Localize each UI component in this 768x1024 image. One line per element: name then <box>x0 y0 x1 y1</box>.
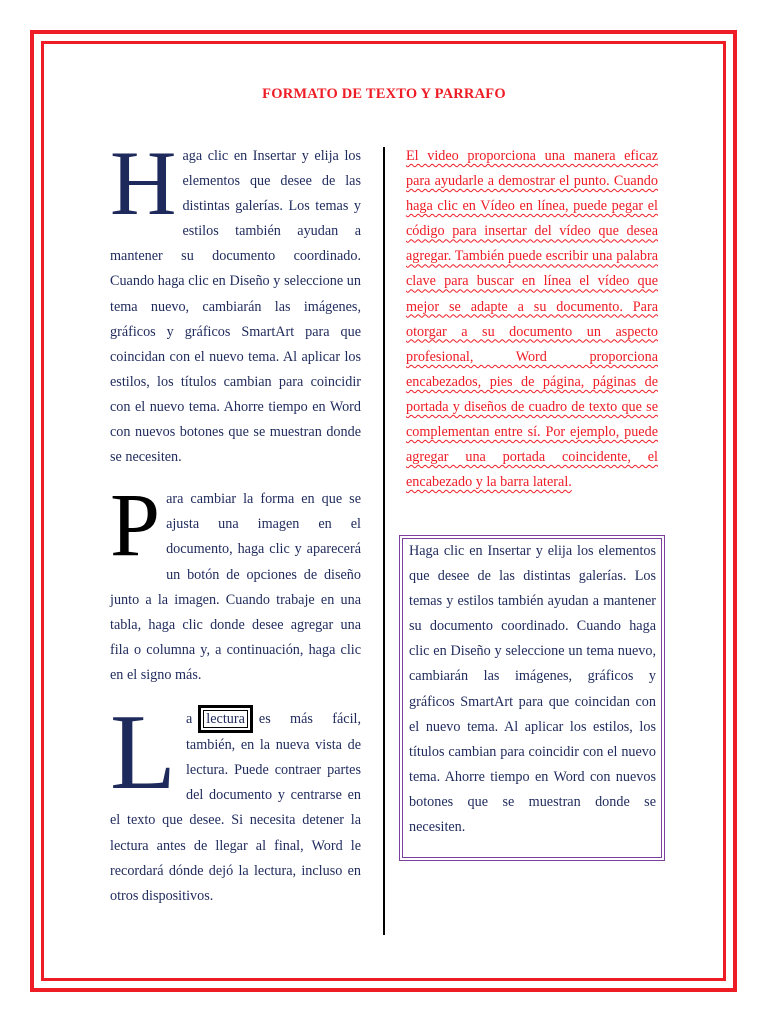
paragraph-2-text: ara cambiar la forma en que se ajusta una imagen en el documento, haga clic y aparecerá un botón de opciones de diseño junto a la imagen. Cuando trabaje en una tabla, haga clic donde desee agregar una fila o columna y, a continuación, haga clic en el signo más. <box>110 491 361 683</box>
red-paragraph: El video proporciona una manera eficaz para ayudarle a demostrar el punto. Cuando haga clic en Vídeo en línea, puede pegar el código para insertar del vídeo que desea agregar. También puede escribir una palabra clave para buscar en línea el vídeo que mejor se adapte a su documento. Para otorgar a su documento un aspecto profesional, Word proporciona encabezados, pies de página, páginas de portada y diseños de cuadro de texto que se complementan entre sí. Por ejemplo, puede agregar una portada coincidente, el encabezado y la barra lateral. <box>406 148 658 491</box>
text-box-content: Haga clic en Insertar y elija los elementos que desee de las distintas galerías. Los temas y estilos también ayudan a mantener su documento coordinado. Cuando haga clic en Diseño y seleccione un tema nuevo, cambiarán las imágenes, gráficos y gráficos SmartArt para que coincidan con el nuevo tema. Al aplicar los estilos, los títulos cambian para coincidir con el nuevo tema. Ahorre tiempo en Word con nuevos botones que se muestran donde se necesiten. <box>402 538 662 858</box>
left-column <box>110 132 361 909</box>
paragraph-3-lead: a <box>185 710 193 727</box>
paragraph-3 <box>110 692 361 909</box>
boxed-word: lectura <box>203 710 248 728</box>
paragraph-3-text: es más fácil, también, en la nueva vista de lectura. Puede contraer partes del documento y centrarse en el texto que desee. Si necesita detener la lectura antes de llegar al final, Word le recordará dónde dejó la lectura, incluso en otros dispositivos. <box>110 710 361 904</box>
dropcap-l: L <box>110 692 176 812</box>
paragraph-2 <box>110 476 361 688</box>
boxed-word-frame <box>198 705 253 733</box>
paragraph-1-text: aga clic en Insertar y elija los elementos que desee de las distintas galerías. Los temas y estilos también ayudan a mantener su documento coordinado. Cuando haga clic en Diseño y seleccione un tema nuevo, cambiarán las imágenes, gráficos y gráficos SmartArt para que coincidan con el nuevo tema. Al aplicar los estilos, los títulos cambian para coincidir con el nuevo tema. Ahorre tiempo en Word con nuevos botones que se muestran donde se necesiten. <box>110 148 361 466</box>
text-box <box>399 535 665 861</box>
dropcap-h: H <box>110 132 177 234</box>
column-divider <box>383 147 385 935</box>
document-title: FORMATO DE TEXTO Y PARRAFO <box>262 86 506 102</box>
dropcap-p: P <box>110 476 161 576</box>
paragraph-1 <box>110 132 361 470</box>
